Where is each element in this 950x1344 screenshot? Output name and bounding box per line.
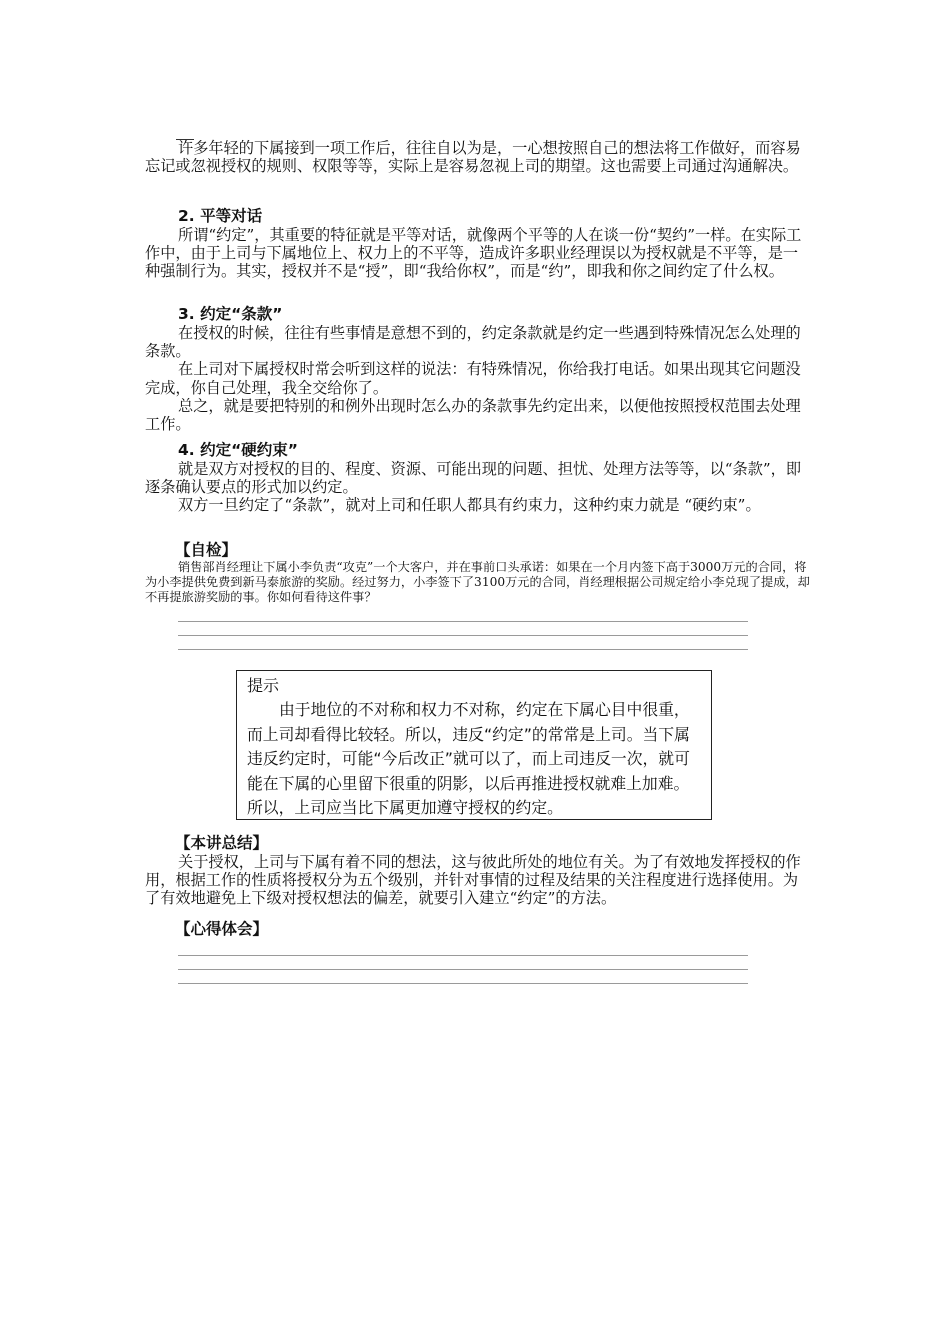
self-check-label: 【自检】	[175, 541, 238, 559]
notes-section	[145, 920, 810, 939]
section-paragraph: 所谓“约定”，其重要的特征就是平等对话，就像两个平等的人在谈一份“契约”一样。在实际工作中，由于上司与下属地位上、权力上的不平等，造成许多职业经理误以为授权就是不平等，是一种强制行为。其实，授权并不是“授”，即“我给你权”，而是“约”，即我和你之间约定了什么权。	[145, 226, 802, 281]
section-paragraph: 在授权的时候，往往有些事情是意想不到的，约定条款就是约定一些遇到特殊情况怎么处理的条款。	[145, 324, 801, 361]
notes-lines	[178, 955, 748, 997]
section-equal-dialogue	[145, 207, 810, 281]
answer-lines	[178, 621, 748, 663]
intro-section	[145, 139, 810, 175]
section-heading: 4. 约定“硬约束”	[178, 441, 298, 459]
section-agreement-terms	[145, 305, 810, 433]
section-heading: 2. 平等对话	[178, 207, 263, 225]
notes-label: 【心得体会】	[175, 920, 269, 938]
answer-line[interactable]	[178, 621, 748, 622]
self-check-section	[145, 541, 810, 560]
section-paragraph: 双方一旦约定了“条款”，就对上司和任职人都具有约束力，这种约束力就是 “硬约束”。	[178, 496, 761, 515]
tip-text: 由于地位的不对称和权力不对称，约定在下属心目中很重，而上司却看得比较轻。所以，违反“约定”的常常是上司。当下属违反约定时，可能“今后改正”就可以了，而上司违反一次，就可能在下属的心里留下很重的阴影，以后再推进授权就难上加难。所以，上司应当比下属更加遵守授权的约定。	[247, 700, 690, 817]
answer-line[interactable]	[178, 635, 748, 636]
self-check-text: 销售部肖经理让下属小李负责“攻克”一个大客户，并在事前口头承诺：如果在一个月内签下高于3000万元的合同，将为小李提供免费到新马泰旅游的奖励。经过努力，小李签下了3100万元的合同，肖经理根据公司规定给小李兑现了提成，却不再提旅游奖励的事。你如何看待这件事？	[145, 560, 810, 605]
summary-section	[145, 834, 810, 908]
section-paragraph: 在上司对下属授权时常会听到这样的说法：有特殊情况，你给我打电话。如果出现其它问题没完成，你自己处理，我全交给你了。	[145, 360, 801, 397]
notes-line[interactable]	[178, 969, 748, 970]
section-hard-constraint	[145, 441, 810, 515]
tip-box	[236, 670, 712, 820]
section-heading: 3. 约定“条款”	[178, 305, 283, 323]
notes-line[interactable]	[178, 983, 748, 984]
tip-title: 提示	[247, 676, 280, 695]
answer-line[interactable]	[178, 649, 748, 650]
notes-line[interactable]	[178, 955, 748, 956]
section-paragraph: 就是双方对授权的目的、程度、资源、可能出现的问题、担忧、处理方法等等，以“条款”，即逐条确认要点的形式加以约定。	[145, 460, 802, 497]
self-check-question	[145, 560, 810, 606]
section-paragraph: 总之，就是要把特别的和例外出现时怎么办的条款事先约定出来，以便他按照授权范围去处理工作。	[145, 396, 801, 434]
summary-text: 关于授权，上司与下属有着不同的想法，这与彼此所处的地位有关。为了有效地发挥授权的作用，根据工作的性质将授权分为五个级别，并针对事情的过程及结果的关注程度进行选择使用。为了有效地避免上下级对授权想法的偏差，就要引入建立“约定”的方法。	[145, 853, 801, 908]
intro-paragraph: 许多年轻的下属接到一项工作后，往往自以为是，一心想按照自己的想法将工作做好，而容易忘记或忽视授权的规则、权限等等，实际上是容易忽视上司的期望。这也需要上司通过沟通解决。	[145, 139, 801, 176]
summary-label: 【本讲总结】	[175, 834, 269, 852]
